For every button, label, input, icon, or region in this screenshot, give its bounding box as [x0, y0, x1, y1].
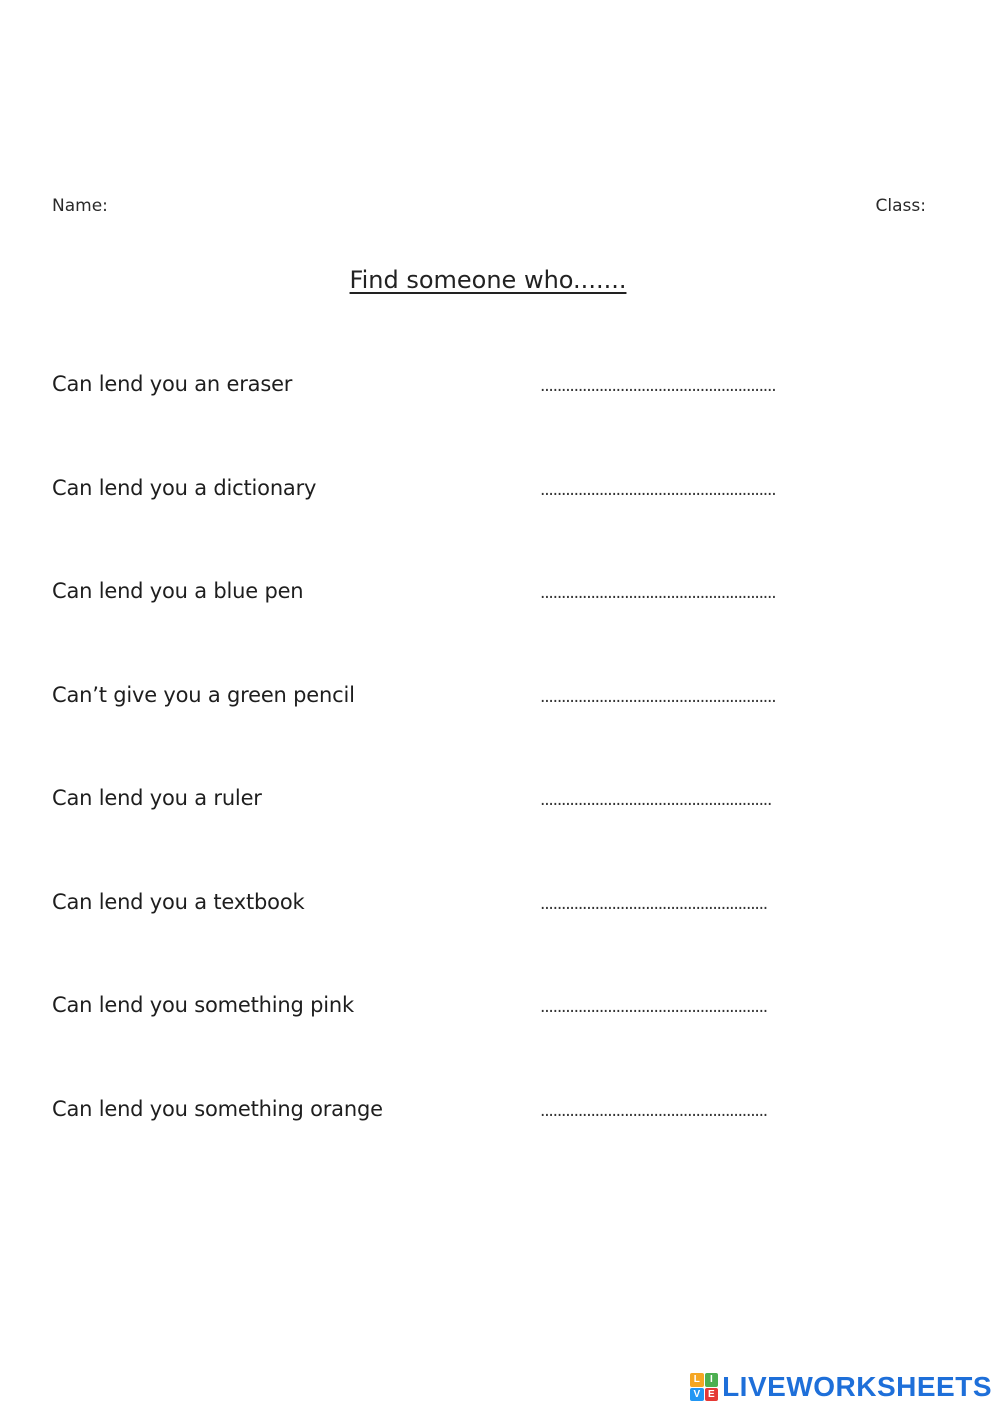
answer-blank[interactable]: ........................................................	[540, 686, 776, 707]
prompt-text: Can lend you a textbook	[52, 889, 305, 914]
prompt-text: Can lend you an eraser	[52, 372, 293, 396]
prompt-text: Can lend you something orange	[52, 1096, 383, 1121]
answer-blank[interactable]: .......................................................	[540, 790, 772, 810]
prompt-text: Can lend you a ruler	[52, 786, 262, 810]
prompt-row	[52, 372, 932, 476]
prompt-row	[52, 993, 932, 1097]
prompt-text: Can lend you something pink	[52, 993, 354, 1017]
logo-tile: L	[690, 1373, 704, 1387]
logo-tile: E	[705, 1388, 719, 1402]
prompt-row	[52, 890, 932, 994]
liveworksheets-watermark	[690, 1371, 992, 1403]
name-label: Name:	[52, 196, 108, 216]
logo-tile: V	[690, 1388, 704, 1402]
prompt-row	[52, 683, 932, 787]
answer-blank[interactable]: ......................................................	[540, 893, 768, 914]
liveworksheets-logo-icon	[690, 1373, 718, 1401]
answer-blank[interactable]: ......................................................	[540, 997, 768, 1017]
logo-tile: I	[705, 1373, 719, 1387]
prompt-row	[52, 1097, 932, 1201]
answer-blank[interactable]: ........................................................	[540, 376, 776, 396]
worksheet-title: Find someone who.......	[349, 266, 627, 294]
liveworksheets-wordmark: LIVEWORKSHEETS	[722, 1371, 992, 1402]
prompt-text: Can lend you a blue pen	[52, 579, 304, 603]
prompt-row	[52, 579, 932, 683]
prompt-list	[52, 372, 932, 1200]
class-label: Class:	[875, 196, 926, 216]
prompt-row	[52, 476, 932, 580]
prompt-text: Can’t give you a green pencil	[52, 682, 355, 707]
answer-blank[interactable]: ........................................................	[540, 479, 776, 500]
answer-blank[interactable]: ......................................................	[540, 1100, 768, 1121]
prompt-text: Can lend you a dictionary	[52, 475, 317, 500]
answer-blank[interactable]: ........................................................	[540, 583, 776, 603]
prompt-row	[52, 786, 932, 890]
